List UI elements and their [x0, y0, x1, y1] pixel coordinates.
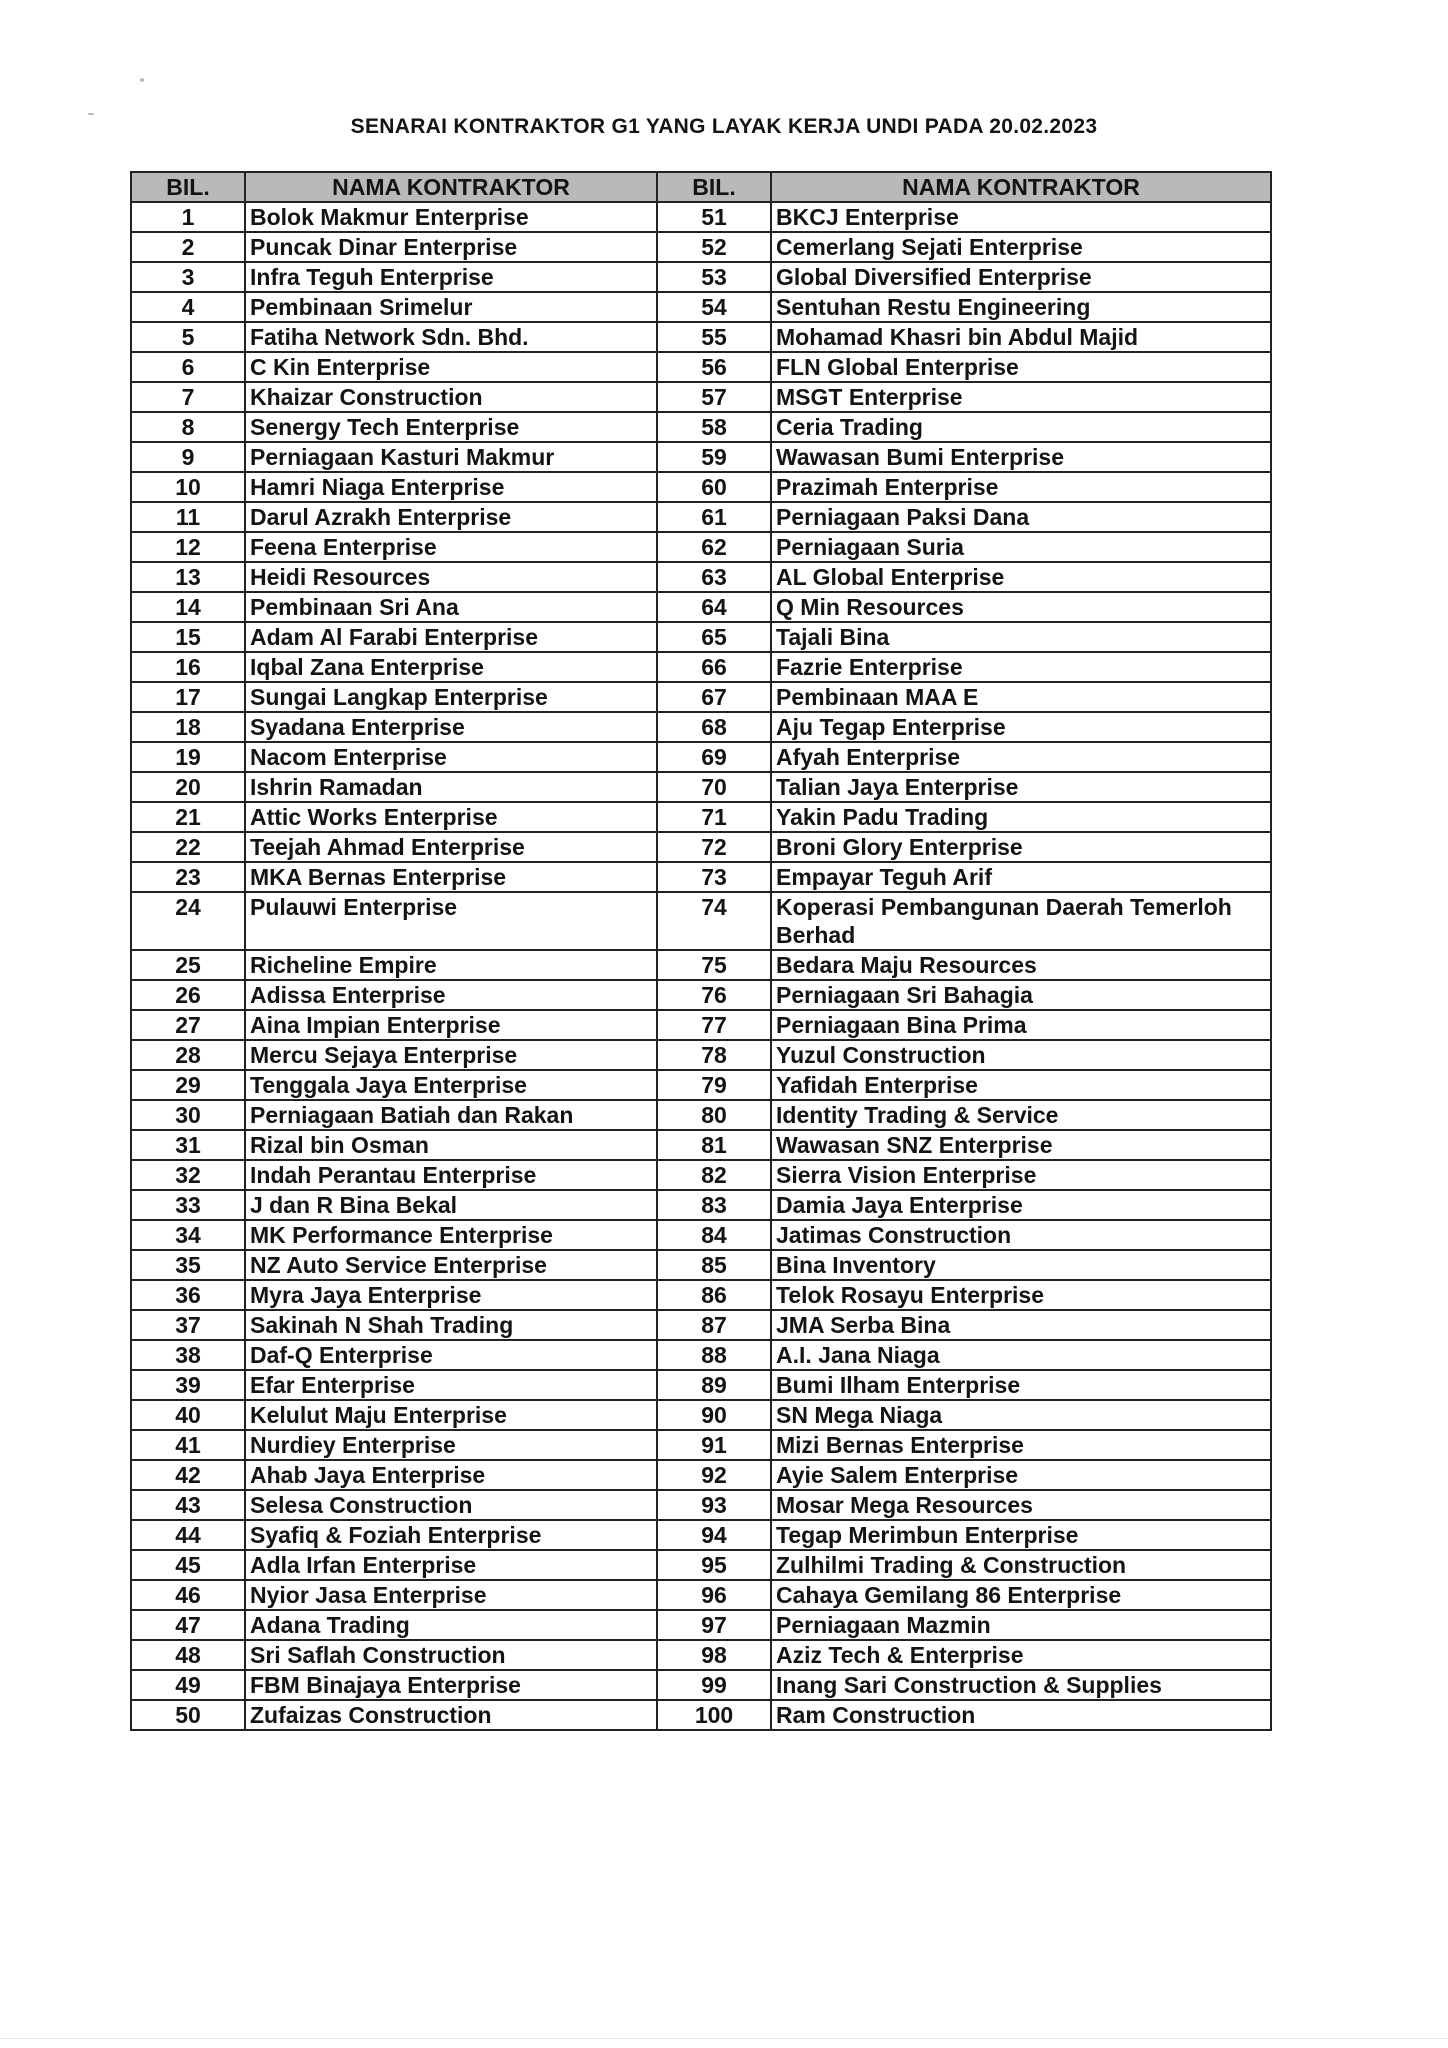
- table-row: [131, 1550, 1271, 1580]
- cell-nama-right: Pembinaan MAA E: [771, 682, 1271, 712]
- cell-nama-right: Mohamad Khasri bin Abdul Majid: [771, 322, 1271, 352]
- table-row: [131, 382, 1271, 412]
- cell-bil-right: 71: [657, 802, 771, 832]
- table-row: [131, 1520, 1271, 1550]
- cell-nama-right: Tegap Merimbun Enterprise: [771, 1520, 1271, 1550]
- cell-bil-left: 24: [131, 892, 245, 950]
- cell-bil-left: 6: [131, 352, 245, 382]
- cell-bil-right: 94: [657, 1520, 771, 1550]
- table-row: [131, 742, 1271, 772]
- cell-bil-left: 18: [131, 712, 245, 742]
- cell-bil-left: 41: [131, 1430, 245, 1460]
- table-row: [131, 980, 1271, 1010]
- cell-nama-right: Prazimah Enterprise: [771, 472, 1271, 502]
- table-row: [131, 862, 1271, 892]
- cell-nama-right: BKCJ Enterprise: [771, 202, 1271, 232]
- cell-bil-right: 60: [657, 472, 771, 502]
- cell-nama-left: NZ Auto Service Enterprise: [245, 1250, 657, 1280]
- table-row: [131, 1220, 1271, 1250]
- cell-nama-right: A.I. Jana Niaga: [771, 1340, 1271, 1370]
- table-row: [131, 802, 1271, 832]
- table-row: [131, 292, 1271, 322]
- cell-nama-right: Bumi Ilham Enterprise: [771, 1370, 1271, 1400]
- cell-bil-left: 10: [131, 472, 245, 502]
- cell-bil-right: 52: [657, 232, 771, 262]
- cell-nama-right: Cemerlang Sejati Enterprise: [771, 232, 1271, 262]
- cell-nama-left: Senergy Tech Enterprise: [245, 412, 657, 442]
- table-row: [131, 1130, 1271, 1160]
- cell-bil-left: 5: [131, 322, 245, 352]
- cell-bil-right: 81: [657, 1130, 771, 1160]
- table-row: [131, 1310, 1271, 1340]
- cell-nama-left: Heidi Resources: [245, 562, 657, 592]
- cell-bil-right: 78: [657, 1040, 771, 1070]
- cell-nama-right: Yakin Padu Trading: [771, 802, 1271, 832]
- cell-nama-left: Adissa Enterprise: [245, 980, 657, 1010]
- cell-nama-left: Perniagaan Kasturi Makmur: [245, 442, 657, 472]
- table-row: [131, 892, 1271, 950]
- cell-nama-left: Puncak Dinar Enterprise: [245, 232, 657, 262]
- cell-nama-left: J dan R Bina Bekal: [245, 1190, 657, 1220]
- cell-nama-right: SN Mega Niaga: [771, 1400, 1271, 1430]
- table-row: [131, 1490, 1271, 1520]
- cell-bil-right: 58: [657, 412, 771, 442]
- cell-nama-left: Syafiq & Foziah Enterprise: [245, 1520, 657, 1550]
- cell-bil-right: 65: [657, 622, 771, 652]
- document-title: SENARAI KONTRAKTOR G1 YANG LAYAK KERJA UNDI PADA 20.02.2023: [350, 115, 1098, 138]
- cell-nama-left: Bolok Makmur Enterprise: [245, 202, 657, 232]
- cell-nama-left: C Kin Enterprise: [245, 352, 657, 382]
- cell-nama-left: Syadana Enterprise: [245, 712, 657, 742]
- table-row: [131, 322, 1271, 352]
- header-nama-right: NAMA KONTRAKTOR: [771, 172, 1271, 202]
- cell-bil-left: 33: [131, 1190, 245, 1220]
- table-row: [131, 1370, 1271, 1400]
- cell-nama-left: Pembinaan Srimelur: [245, 292, 657, 322]
- cell-bil-left: 27: [131, 1010, 245, 1040]
- cell-nama-left: Richeline Empire: [245, 950, 657, 980]
- cell-bil-right: 76: [657, 980, 771, 1010]
- cell-bil-right: 56: [657, 352, 771, 382]
- cell-nama-right: Cahaya Gemilang 86 Enterprise: [771, 1580, 1271, 1610]
- table-row: [131, 262, 1271, 292]
- cell-bil-left: 3: [131, 262, 245, 292]
- header-bil-right: BIL.: [657, 172, 771, 202]
- cell-bil-left: 29: [131, 1070, 245, 1100]
- cell-bil-right: 98: [657, 1640, 771, 1670]
- table-row: [131, 622, 1271, 652]
- cell-bil-left: 2: [131, 232, 245, 262]
- table-row: [131, 1160, 1271, 1190]
- cell-nama-right: FLN Global Enterprise: [771, 352, 1271, 382]
- table-row: [131, 1580, 1271, 1610]
- cell-nama-right: Mosar Mega Resources: [771, 1490, 1271, 1520]
- cell-bil-right: 95: [657, 1550, 771, 1580]
- cell-bil-right: 87: [657, 1310, 771, 1340]
- table-row: [131, 1100, 1271, 1130]
- table-body: [131, 202, 1271, 1730]
- cell-nama-right: Tajali Bina: [771, 622, 1271, 652]
- cell-bil-right: 54: [657, 292, 771, 322]
- cell-nama-left: FBM Binajaya Enterprise: [245, 1670, 657, 1700]
- cell-bil-right: 77: [657, 1010, 771, 1040]
- table-row: [131, 1250, 1271, 1280]
- cell-bil-left: 47: [131, 1610, 245, 1640]
- table-row: [131, 202, 1271, 232]
- cell-nama-left: Rizal bin Osman: [245, 1130, 657, 1160]
- cell-bil-left: 15: [131, 622, 245, 652]
- table-row: [131, 682, 1271, 712]
- cell-nama-right: Aziz Tech & Enterprise: [771, 1640, 1271, 1670]
- cell-nama-right: Global Diversified Enterprise: [771, 262, 1271, 292]
- table-row: [131, 352, 1271, 382]
- table-row: [131, 1280, 1271, 1310]
- cell-bil-right: 80: [657, 1100, 771, 1130]
- cell-bil-right: 86: [657, 1280, 771, 1310]
- cell-nama-left: Daf-Q Enterprise: [245, 1340, 657, 1370]
- cell-nama-left: Feena Enterprise: [245, 532, 657, 562]
- table-header-row: [131, 172, 1271, 202]
- cell-bil-left: 40: [131, 1400, 245, 1430]
- cell-nama-left: Ishrin Ramadan: [245, 772, 657, 802]
- cell-bil-right: 64: [657, 592, 771, 622]
- cell-nama-right: MSGT Enterprise: [771, 382, 1271, 412]
- cell-nama-left: Nacom Enterprise: [245, 742, 657, 772]
- cell-nama-right: Yafidah Enterprise: [771, 1070, 1271, 1100]
- cell-nama-right: Q Min Resources: [771, 592, 1271, 622]
- table-row: [131, 1340, 1271, 1370]
- cell-bil-left: 38: [131, 1340, 245, 1370]
- cell-nama-right: Perniagaan Paksi Dana: [771, 502, 1271, 532]
- cell-bil-left: 46: [131, 1580, 245, 1610]
- cell-bil-left: 25: [131, 950, 245, 980]
- cell-nama-left: MK Performance Enterprise: [245, 1220, 657, 1250]
- table-row: [131, 1430, 1271, 1460]
- cell-bil-left: 36: [131, 1280, 245, 1310]
- cell-nama-right: Wawasan Bumi Enterprise: [771, 442, 1271, 472]
- cell-bil-right: 93: [657, 1490, 771, 1520]
- cell-nama-left: Adam Al Farabi Enterprise: [245, 622, 657, 652]
- cell-bil-right: 57: [657, 382, 771, 412]
- cell-nama-right: AL Global Enterprise: [771, 562, 1271, 592]
- cell-nama-right: Yuzul Construction: [771, 1040, 1271, 1070]
- cell-nama-right: JMA Serba Bina: [771, 1310, 1271, 1340]
- table-row: [131, 1460, 1271, 1490]
- table-row: [131, 1670, 1271, 1700]
- cell-bil-left: 12: [131, 532, 245, 562]
- table-row: [131, 562, 1271, 592]
- cell-nama-right: Damia Jaya Enterprise: [771, 1190, 1271, 1220]
- cell-bil-right: 92: [657, 1460, 771, 1490]
- cell-bil-left: 8: [131, 412, 245, 442]
- cell-bil-left: 31: [131, 1130, 245, 1160]
- cell-nama-right: Mizi Bernas Enterprise: [771, 1430, 1271, 1460]
- table-row: [131, 472, 1271, 502]
- cell-nama-left: Sri Saflah Construction: [245, 1640, 657, 1670]
- cell-bil-right: 79: [657, 1070, 771, 1100]
- cell-bil-right: 85: [657, 1250, 771, 1280]
- cell-nama-left: Adana Trading: [245, 1610, 657, 1640]
- cell-bil-right: 90: [657, 1400, 771, 1430]
- header-bil-left: BIL.: [131, 172, 245, 202]
- cell-bil-right: 100: [657, 1700, 771, 1730]
- cell-nama-right: Broni Glory Enterprise: [771, 832, 1271, 862]
- cell-bil-left: 45: [131, 1550, 245, 1580]
- cell-nama-left: Myra Jaya Enterprise: [245, 1280, 657, 1310]
- cell-nama-right: Aju Tegap Enterprise: [771, 712, 1271, 742]
- cell-bil-left: 37: [131, 1310, 245, 1340]
- cell-bil-left: 14: [131, 592, 245, 622]
- cell-bil-left: 50: [131, 1700, 245, 1730]
- cell-bil-left: 44: [131, 1520, 245, 1550]
- cell-nama-left: Khaizar Construction: [245, 382, 657, 412]
- cell-bil-right: 97: [657, 1610, 771, 1640]
- cell-nama-right: Afyah Enterprise: [771, 742, 1271, 772]
- cell-nama-left: Pulauwi Enterprise: [245, 892, 657, 950]
- cell-bil-left: 16: [131, 652, 245, 682]
- cell-nama-right: Zulhilmi Trading & Construction: [771, 1550, 1271, 1580]
- cell-nama-right: Ceria Trading: [771, 412, 1271, 442]
- cell-bil-left: 13: [131, 562, 245, 592]
- cell-nama-left: Infra Teguh Enterprise: [245, 262, 657, 292]
- table-row: [131, 592, 1271, 622]
- cell-bil-right: 88: [657, 1340, 771, 1370]
- cell-nama-right: Ram Construction: [771, 1700, 1271, 1730]
- cell-bil-right: 82: [657, 1160, 771, 1190]
- cell-bil-left: 35: [131, 1250, 245, 1280]
- cell-nama-right: Perniagaan Mazmin: [771, 1610, 1271, 1640]
- cell-bil-right: 68: [657, 712, 771, 742]
- cell-nama-right: Perniagaan Bina Prima: [771, 1010, 1271, 1040]
- cell-nama-right: Talian Jaya Enterprise: [771, 772, 1271, 802]
- cell-bil-right: 55: [657, 322, 771, 352]
- cell-nama-right: Telok Rosayu Enterprise: [771, 1280, 1271, 1310]
- cell-bil-right: 53: [657, 262, 771, 292]
- table-row: [131, 232, 1271, 262]
- table-row: [131, 1610, 1271, 1640]
- table-row: [131, 652, 1271, 682]
- cell-bil-right: 72: [657, 832, 771, 862]
- cell-bil-left: 7: [131, 382, 245, 412]
- cell-bil-left: 23: [131, 862, 245, 892]
- cell-nama-right: Ayie Salem Enterprise: [771, 1460, 1271, 1490]
- cell-nama-left: Kelulut Maju Enterprise: [245, 1400, 657, 1430]
- cell-bil-right: 62: [657, 532, 771, 562]
- cell-bil-right: 70: [657, 772, 771, 802]
- cell-nama-right: Bedara Maju Resources: [771, 950, 1271, 980]
- cell-nama-right: Bina Inventory: [771, 1250, 1271, 1280]
- contractor-table: [130, 171, 1272, 1731]
- cell-nama-left: Sungai Langkap Enterprise: [245, 682, 657, 712]
- cell-bil-right: 74: [657, 892, 771, 950]
- page-edge-line: [0, 2038, 1448, 2039]
- cell-nama-left: Indah Perantau Enterprise: [245, 1160, 657, 1190]
- cell-bil-left: 1: [131, 202, 245, 232]
- table-row: [131, 1010, 1271, 1040]
- table-row: [131, 532, 1271, 562]
- scan-speck: [140, 78, 144, 82]
- cell-bil-right: 51: [657, 202, 771, 232]
- cell-nama-left: Attic Works Enterprise: [245, 802, 657, 832]
- cell-nama-left: Adla Irfan Enterprise: [245, 1550, 657, 1580]
- table-row: [131, 1190, 1271, 1220]
- cell-nama-right: Empayar Teguh Arif: [771, 862, 1271, 892]
- cell-nama-left: Hamri Niaga Enterprise: [245, 472, 657, 502]
- cell-nama-right: Identity Trading & Service: [771, 1100, 1271, 1130]
- table-row: [131, 412, 1271, 442]
- cell-bil-left: 34: [131, 1220, 245, 1250]
- cell-nama-left: Darul Azrakh Enterprise: [245, 502, 657, 532]
- cell-bil-left: 30: [131, 1100, 245, 1130]
- cell-nama-left: Teejah Ahmad Enterprise: [245, 832, 657, 862]
- cell-nama-left: Nurdiey Enterprise: [245, 1430, 657, 1460]
- cell-bil-right: 73: [657, 862, 771, 892]
- cell-nama-left: Selesa Construction: [245, 1490, 657, 1520]
- cell-nama-right: Perniagaan Suria: [771, 532, 1271, 562]
- table-row: [131, 1040, 1271, 1070]
- cell-nama-right: Sierra Vision Enterprise: [771, 1160, 1271, 1190]
- table-row: [131, 442, 1271, 472]
- cell-bil-right: 96: [657, 1580, 771, 1610]
- cell-bil-right: 91: [657, 1430, 771, 1460]
- cell-nama-left: Fatiha Network Sdn. Bhd.: [245, 322, 657, 352]
- table-row: [131, 712, 1271, 742]
- cell-bil-left: 20: [131, 772, 245, 802]
- cell-bil-left: 21: [131, 802, 245, 832]
- cell-nama-right: Inang Sari Construction & Supplies: [771, 1670, 1271, 1700]
- header-nama-left: NAMA KONTRAKTOR: [245, 172, 657, 202]
- cell-bil-left: 32: [131, 1160, 245, 1190]
- cell-bil-left: 19: [131, 742, 245, 772]
- cell-bil-right: 66: [657, 652, 771, 682]
- cell-nama-right: Koperasi Pembangunan Daerah Temerloh Berhad: [771, 892, 1271, 950]
- cell-nama-left: Zufaizas Construction: [245, 1700, 657, 1730]
- cell-bil-right: 89: [657, 1370, 771, 1400]
- cell-bil-right: 84: [657, 1220, 771, 1250]
- cell-bil-left: 22: [131, 832, 245, 862]
- cell-bil-right: 63: [657, 562, 771, 592]
- cell-nama-left: Tenggala Jaya Enterprise: [245, 1070, 657, 1100]
- table-row: [131, 502, 1271, 532]
- cell-nama-left: Mercu Sejaya Enterprise: [245, 1040, 657, 1070]
- cell-bil-left: 49: [131, 1670, 245, 1700]
- cell-nama-left: Ahab Jaya Enterprise: [245, 1460, 657, 1490]
- cell-nama-left: Iqbal Zana Enterprise: [245, 652, 657, 682]
- cell-bil-left: 4: [131, 292, 245, 322]
- cell-bil-right: 75: [657, 950, 771, 980]
- cell-bil-right: 59: [657, 442, 771, 472]
- cell-bil-left: 48: [131, 1640, 245, 1670]
- cell-nama-right: Perniagaan Sri Bahagia: [771, 980, 1271, 1010]
- table-row: [131, 1700, 1271, 1730]
- cell-nama-left: MKA Bernas Enterprise: [245, 862, 657, 892]
- table-row: [131, 1070, 1271, 1100]
- table-row: [131, 950, 1271, 980]
- cell-bil-left: 26: [131, 980, 245, 1010]
- cell-nama-right: Sentuhan Restu Engineering: [771, 292, 1271, 322]
- cell-bil-right: 61: [657, 502, 771, 532]
- cell-bil-left: 11: [131, 502, 245, 532]
- cell-bil-right: 67: [657, 682, 771, 712]
- table-row: [131, 832, 1271, 862]
- cell-nama-left: Aina Impian Enterprise: [245, 1010, 657, 1040]
- cell-bil-left: 39: [131, 1370, 245, 1400]
- table-row: [131, 1400, 1271, 1430]
- cell-nama-left: Sakinah N Shah Trading: [245, 1310, 657, 1340]
- cell-bil-left: 28: [131, 1040, 245, 1070]
- table-row: [131, 1640, 1271, 1670]
- cell-bil-right: 83: [657, 1190, 771, 1220]
- cell-nama-right: Wawasan SNZ Enterprise: [771, 1130, 1271, 1160]
- table-row: [131, 772, 1271, 802]
- cell-nama-left: Nyior Jasa Enterprise: [245, 1580, 657, 1610]
- cell-bil-left: 42: [131, 1460, 245, 1490]
- cell-nama-right: Fazrie Enterprise: [771, 652, 1271, 682]
- cell-bil-right: 99: [657, 1670, 771, 1700]
- cell-bil-left: 43: [131, 1490, 245, 1520]
- cell-nama-left: Perniagaan Batiah dan Rakan: [245, 1100, 657, 1130]
- cell-nama-left: Pembinaan Sri Ana: [245, 592, 657, 622]
- cell-bil-left: 17: [131, 682, 245, 712]
- cell-nama-right: Jatimas Construction: [771, 1220, 1271, 1250]
- cell-bil-left: 9: [131, 442, 245, 472]
- cell-bil-right: 69: [657, 742, 771, 772]
- cell-nama-left: Efar Enterprise: [245, 1370, 657, 1400]
